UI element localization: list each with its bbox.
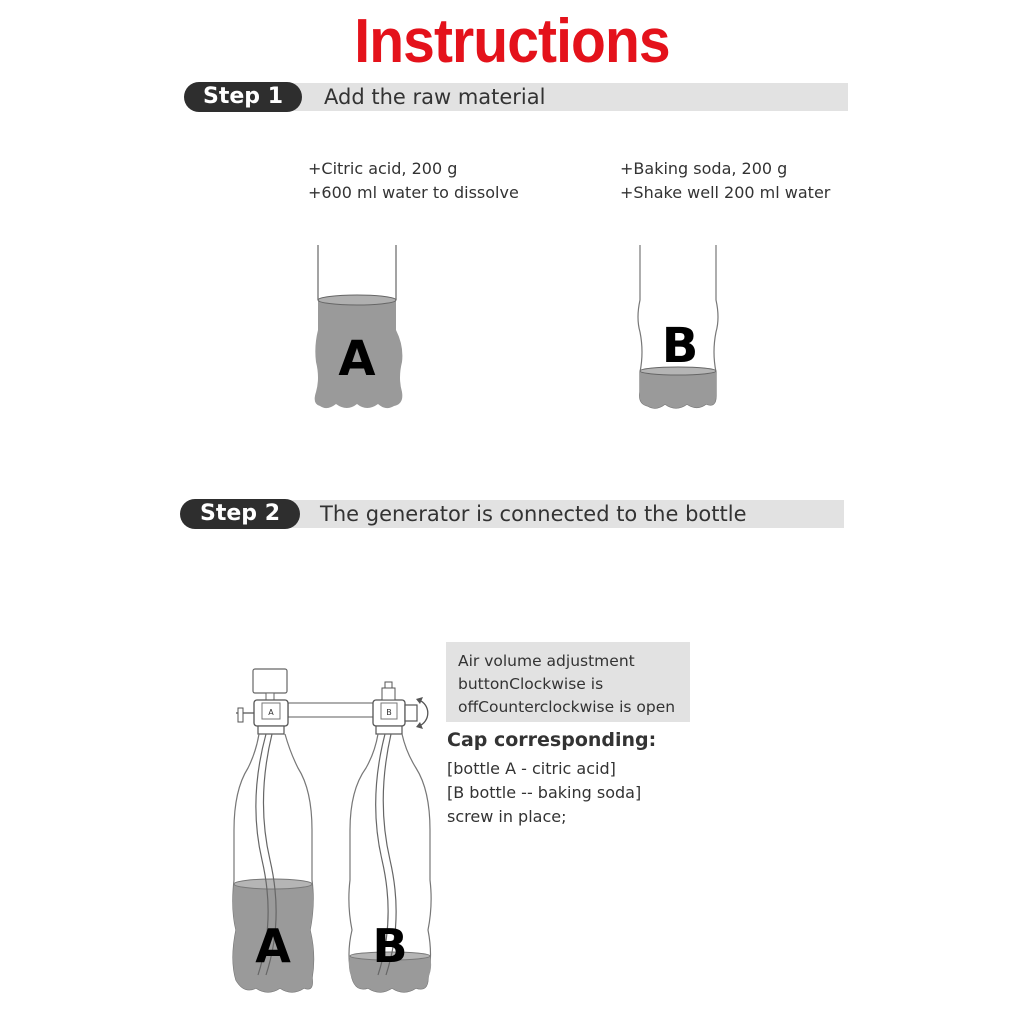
svg-text:B: B [386,708,392,717]
callout-line-1: Air volume adjustment [458,652,635,670]
connecting-pipe [288,703,376,717]
bottle-a-label: A [338,331,376,387]
air-volume-callout [446,642,690,722]
bottle-b-note-2: +Shake well 200 ml water [620,183,831,202]
pressure-gauge [253,669,287,693]
adjustment-knob [405,705,417,721]
connected-bottle-b-label: B [372,919,408,973]
step2-text: The generator is connected to the bottle [320,502,747,526]
connected-bottle-a-label: A [255,919,291,973]
connected-bottle-b [349,734,431,992]
connected-bottle-a [233,734,314,992]
cap-line-3: screw in place; [447,807,567,826]
bottle-a-note-2: +600 ml water to dissolve [308,183,519,202]
bottle-b-label: B [661,318,699,374]
callout-line-2: buttonClockwise is [458,675,604,693]
cap-line-1: [bottle A - citric acid] [447,759,616,778]
cap-title: Cap corresponding: [447,729,657,751]
cap-line-2: [B bottle -- baking soda] [447,783,642,802]
callout-line-3: offCounterclockwise is open [458,698,676,716]
svg-text:A: A [268,708,274,717]
bottle-a-note-1: +Citric acid, 200 g [308,159,458,178]
step1-badge: Step 1 [184,82,302,112]
step2-badge: Step 2 [180,499,300,529]
bottle-b-note-1: +Baking soda, 200 g [620,159,788,178]
step1-text: Add the raw material [324,85,546,109]
page-title: Instructions [354,7,670,76]
